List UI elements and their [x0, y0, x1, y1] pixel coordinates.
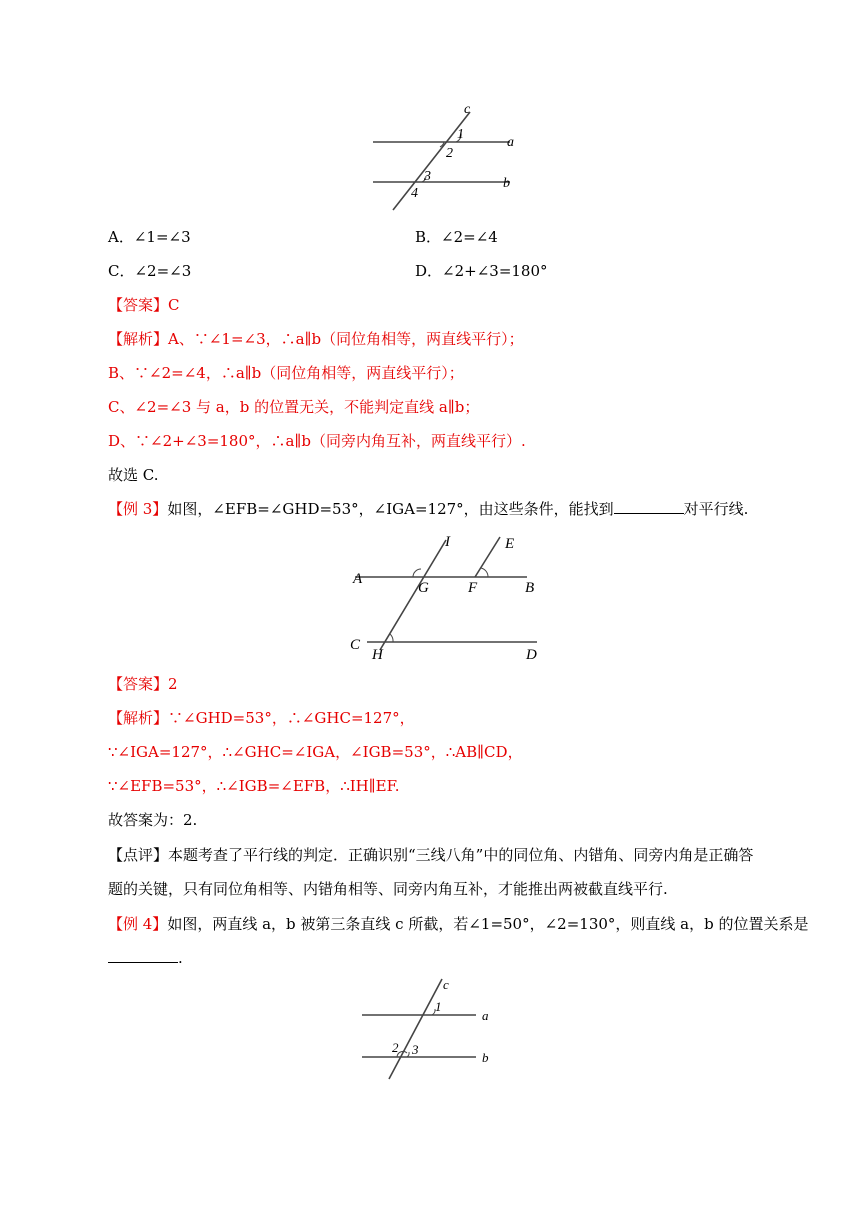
- label-f: F: [468, 580, 478, 596]
- label-a: A: [353, 571, 363, 587]
- label-i: I: [445, 534, 450, 550]
- label-c: c: [443, 977, 449, 992]
- label-2: 2: [392, 1040, 399, 1055]
- label-e: E: [505, 536, 515, 552]
- label-1: 1: [457, 127, 464, 142]
- ex3-analysis-2: ∵∠IGA=127°，∴∠GHC=∠IGA，∠IGB=53°，∴AB∥CD，: [108, 743, 523, 761]
- option-b: B．∠2=∠4: [415, 228, 498, 246]
- ex2-analysis-3: C、∠2=∠3 与 a，b 的位置无关，不能判定直线 a∥b；: [108, 398, 480, 416]
- label-3: 3: [412, 1042, 419, 1057]
- label-1: 1: [435, 999, 442, 1014]
- label-h: H: [372, 647, 383, 663]
- label-c: c: [464, 102, 471, 117]
- label-b: b: [503, 176, 510, 191]
- label-b: B: [525, 580, 535, 596]
- ex3-analysis-3: ∵∠EFB=53°，∴∠IGB=∠EFB，∴IH∥EF.: [108, 777, 400, 795]
- answer-tag: 【答案】: [108, 296, 169, 314]
- ex3-answer: [108, 674, 178, 694]
- comment-tag: 【点评】: [108, 846, 169, 864]
- figure-2-parallel-lines: [345, 532, 545, 664]
- figure-1-transversal: [360, 100, 530, 215]
- label-3: 3: [424, 169, 431, 184]
- question-text: 如图，两直线 a，b 被第三条直线 c 所截，若∠1=50°，∠2=130°，则直线 a，b 的位置关系是: [167, 915, 809, 933]
- analysis-line: A、∵∠1=∠3，∴a∥b（同位角相等，两直线平行）；: [168, 330, 524, 348]
- label-c: C: [350, 637, 361, 653]
- analysis-tag: 【解析】: [108, 709, 169, 727]
- label-2: 2: [446, 146, 453, 161]
- ex4-question: [108, 914, 809, 934]
- label-g: G: [418, 580, 429, 596]
- ex3-question: [108, 499, 748, 519]
- label-a: a: [507, 135, 514, 150]
- label-4: 4: [411, 186, 418, 201]
- analysis-tag: 【解析】: [108, 330, 169, 348]
- ex3-conclusion: 故答案为：2.: [108, 811, 198, 829]
- ex2-analysis-4: D、∵∠2+∠3=180°，∴a∥b（同旁内角互补，两直线平行）.: [108, 432, 526, 450]
- example-tag: 【例 4】: [108, 915, 168, 933]
- ex2-answer: [108, 295, 180, 315]
- ex2-analysis-1: [108, 329, 524, 349]
- analysis-line: ∵∠GHD=53°，∴∠GHC=127°，: [168, 709, 415, 727]
- answer-tag: 【答案】: [108, 675, 169, 693]
- option-a: A．∠1=∠3: [108, 228, 191, 246]
- question-end: .: [178, 949, 183, 967]
- ex2-conclusion: 故选 C.: [108, 466, 159, 484]
- ex3-comment-1: [108, 845, 753, 865]
- question-text: 如图，∠EFB=∠GHD=53°，∠IGA=127°，由这些条件，能找到: [167, 500, 614, 518]
- label-b: b: [482, 1050, 489, 1065]
- answer-value: 2: [168, 675, 178, 693]
- answer-blank: [614, 499, 684, 514]
- option-c: C．∠2=∠3: [108, 262, 192, 280]
- question-text-end: 对平行线.: [683, 500, 749, 518]
- label-a: a: [482, 1008, 489, 1023]
- figure-3-transversal: [352, 975, 502, 1081]
- answer-value: C: [168, 296, 180, 314]
- ex3-analysis-1: [108, 708, 415, 728]
- ex3-comment-2: 题的关键，只有同位角相等、内错角相等、同旁内角互补，才能推出两被截直线平行.: [108, 880, 668, 898]
- comment-line: 本题考查了平行线的判定．正确识别“三线八角”中的同位角、内错角、同旁内角是正确答: [168, 846, 754, 864]
- example-tag: 【例 3】: [108, 500, 168, 518]
- label-d: D: [526, 647, 537, 663]
- answer-blank: [108, 948, 178, 963]
- ex4-question-blank: [108, 948, 183, 968]
- ex2-analysis-2: B、∵∠2=∠4，∴a∥b（同位角相等，两直线平行）；: [108, 364, 464, 382]
- option-d: D．∠2+∠3=180°: [415, 262, 548, 280]
